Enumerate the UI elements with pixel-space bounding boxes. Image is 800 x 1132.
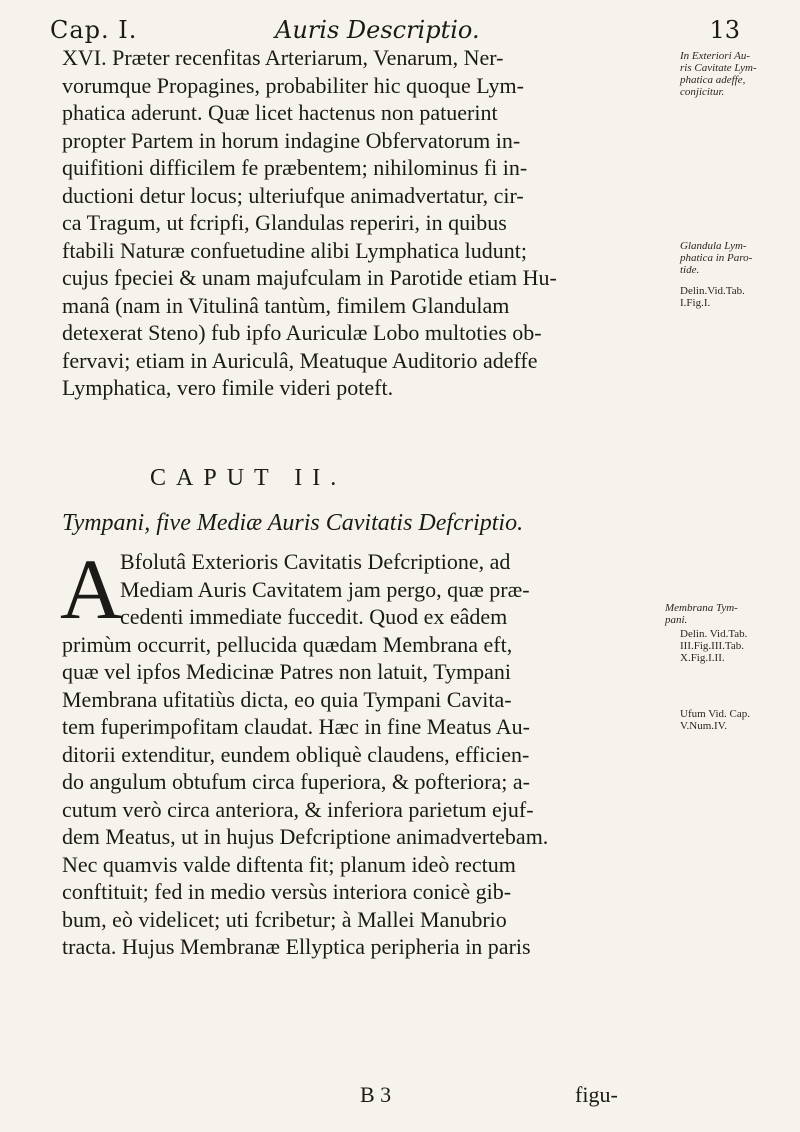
chapter-subtitle: Tympani, five Mediæ Auris Cavitatis Defcriptio. bbox=[62, 510, 524, 536]
paragraph2-line: cutum verò circa anteriora, & inferiora parietum ejuf- bbox=[62, 796, 534, 822]
paragraph1-line: detexerat Steno) fub ipfo Auriculæ Lobo multoties ob- bbox=[62, 320, 542, 345]
chapter-heading: CAPUT II. bbox=[150, 465, 347, 491]
marginal-note-glandula bbox=[680, 240, 780, 276]
signature-mark: B 3 bbox=[360, 1082, 392, 1107]
paragraph1-line: ductioni detur locus; ulteriufque animadvertatur, cir- bbox=[62, 182, 524, 208]
paragraph2-line: Mediam Auris Cavitatem jam pergo, quæ præ- bbox=[120, 576, 530, 602]
paragraph1-line: vorumque Propagines, probabiliter hic quoque Lym- bbox=[62, 72, 524, 98]
paragraph1-line: ca Tragum, ut fcripfi, Glandulas reperiri, in quibus bbox=[62, 210, 507, 235]
marginal-note-line: Membrana Tym- bbox=[665, 602, 738, 614]
catchword: figu- bbox=[575, 1082, 618, 1107]
paragraph2-line: Membrana ufitatiùs dicta, eo quia Tympani Cavita- bbox=[62, 686, 512, 712]
marginal-note-line: phatica in Paro- bbox=[680, 252, 753, 264]
paragraph2-line: Nec quamvis valde diftenta fit; planum ideò rectum bbox=[62, 851, 516, 877]
marginal-note-line: Ufum Vid. Cap. bbox=[680, 708, 751, 720]
paragraph2-line: Bfolutâ Exterioris Cavitatis Defcriptione, ad bbox=[120, 549, 511, 574]
marginal-note-line: I.Fig.I. bbox=[680, 297, 711, 309]
marginal-note-line: V.Num.IV. bbox=[680, 720, 727, 732]
marginal-note-delin-2 bbox=[680, 628, 780, 664]
marginal-note-line: In Exteriori Au- bbox=[680, 50, 751, 62]
marginal-note-line: pani. bbox=[665, 614, 688, 626]
marginal-note-line: ris Cavitate Lym- bbox=[680, 62, 757, 74]
marginal-note-line: Delin.Vid.Tab. bbox=[680, 285, 745, 297]
page-number: 13 bbox=[709, 16, 740, 44]
paragraph2-line: tem fuperimpofitam claudat. Hæc in fine Meatus Au- bbox=[62, 714, 530, 739]
running-title: Auris Descriptio. bbox=[275, 16, 480, 44]
paragraph2-line: primùm occurrit, pellucida quædam Membrana eft, bbox=[62, 631, 513, 657]
paragraph2-line: do angulum obtufum circa fuperiora, & pofteriora; a- bbox=[62, 769, 530, 794]
marginal-note-ufum bbox=[680, 708, 780, 732]
marginal-note-line: Glandula Lym- bbox=[680, 240, 747, 252]
marginal-note-line: phatica adeffe, bbox=[680, 74, 746, 86]
paragraph1-line: fervavi; etiam in Auriculâ, Meatuque Auditorio adeffe bbox=[62, 347, 538, 373]
marginal-note-line: Delin. Vid.Tab. bbox=[680, 628, 748, 640]
marginal-note-delin-1 bbox=[680, 285, 780, 309]
paragraph2-line: quæ vel ipfos Medicinæ Patres non latuit, Tympani bbox=[62, 659, 512, 684]
paragraph1-line: cujus fpeciei & unam majufculam in Parotide etiam Hu- bbox=[62, 265, 557, 290]
paragraph2-line: dem Meatus, ut in hujus Defcriptione animadvertebam. bbox=[62, 824, 549, 849]
marginal-note-line: conjicitur. bbox=[680, 86, 725, 98]
drop-cap: A bbox=[60, 541, 123, 637]
marginal-note-line: tide. bbox=[680, 264, 700, 276]
paragraph1-line: Lymphatica, vero fimile videri poteft. bbox=[62, 375, 394, 400]
paragraph2-line: ditorii extenditur, eundem obliquè claudens, efficien- bbox=[62, 741, 530, 767]
marginal-note-line: X.Fig.I.II. bbox=[680, 652, 725, 664]
paragraph1-line: XVI. Præter recenfitas Arteriarum, Venarum, Ner- bbox=[62, 45, 504, 70]
paragraph1-line: phatica aderunt. Quæ licet hactenus non patuerint bbox=[62, 100, 498, 125]
paragraph-caput-ii bbox=[60, 541, 662, 961]
paragraph1-line: quifitioni difficilem fe præbentem; nihilominus fi in- bbox=[62, 155, 528, 180]
chapter-label: Cap. I. bbox=[50, 16, 138, 44]
paragraph2-line: cedenti immediate fuccedit. Quod ex eâdem bbox=[120, 604, 508, 629]
paragraph-xvi bbox=[62, 44, 642, 402]
marginal-note-membrana bbox=[665, 602, 765, 626]
paragraph2-line: bum, eò videlicet; uti fcribetur; à Mallei Manubrio bbox=[62, 906, 507, 932]
marginal-note-line: III.Fig.III.Tab. bbox=[680, 640, 744, 652]
paragraph2-line: tracta. Hujus Membranæ Ellyptica peripheria in paris bbox=[62, 934, 531, 959]
marginal-note-lymphatica bbox=[680, 50, 780, 98]
paragraph1-line: manâ (nam in Vitulinâ tantùm, fimilem Glandulam bbox=[62, 292, 510, 318]
paragraph1-line: propter Partem in horum indagine Obfervatorum in- bbox=[62, 127, 521, 153]
paragraph1-line: ftabili Naturæ confuetudine alibi Lymphatica ludunt; bbox=[62, 237, 527, 263]
paragraph2-line: conftituit; fed in medio versùs interiora conicè gib- bbox=[62, 879, 512, 904]
